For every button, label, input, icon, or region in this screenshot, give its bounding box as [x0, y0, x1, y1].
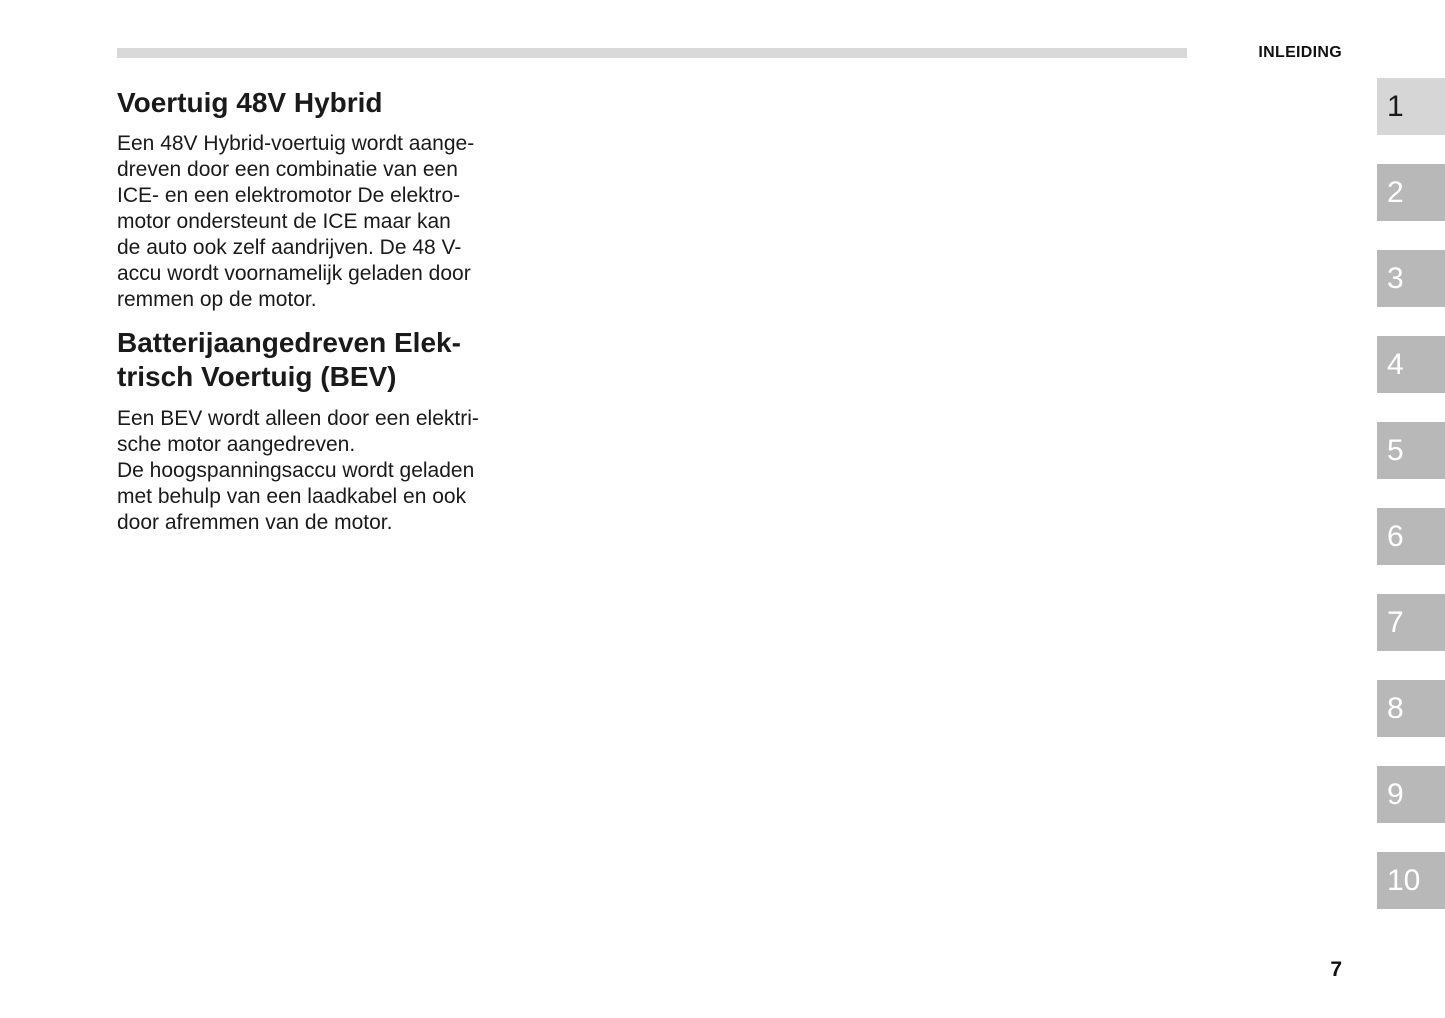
chapter-tab-10[interactable]: 10 — [1377, 852, 1445, 909]
chapter-tab-8[interactable]: 8 — [1377, 680, 1445, 737]
chapter-tab-5[interactable]: 5 — [1377, 422, 1445, 479]
page-number: 7 — [1330, 958, 1342, 981]
section-body-48v-hybrid: Een 48V Hybrid-voertuig wordt aange- dreven door een combinatie van een ICE- en een elektromotor De elektro- motor ondersteunt de ICE maar kan de auto ook zelf aandrijven. De 48 V- accu wordt voornamelijk geladen door remmen op de motor. — [117, 132, 475, 311]
section-heading-48v-hybrid: Voertuig 48V Hybrid — [117, 87, 383, 118]
section-label: INLEIDING — [1258, 44, 1342, 61]
section-heading-bev: Batterijaangedreven Elek- trisch Voertuig (BEV) — [117, 327, 461, 392]
main-content — [117, 86, 507, 536]
section-body-bev: Een BEV wordt alleen door een elektri- sche motor aangedreven. De hoogspanningsaccu wordt geladen met behulp van een laadkabel en ook door afremmen van de motor. — [117, 407, 479, 534]
chapter-tab-6[interactable]: 6 — [1377, 508, 1445, 565]
chapter-tab-9[interactable]: 9 — [1377, 766, 1445, 823]
chapter-tab-1[interactable]: 1 — [1377, 78, 1445, 135]
chapter-tab-2[interactable]: 2 — [1377, 164, 1445, 221]
header-rule — [117, 48, 1187, 58]
chapter-tab-3[interactable]: 3 — [1377, 250, 1445, 307]
chapter-tab-7[interactable]: 7 — [1377, 594, 1445, 651]
chapter-tab-4[interactable]: 4 — [1377, 336, 1445, 393]
